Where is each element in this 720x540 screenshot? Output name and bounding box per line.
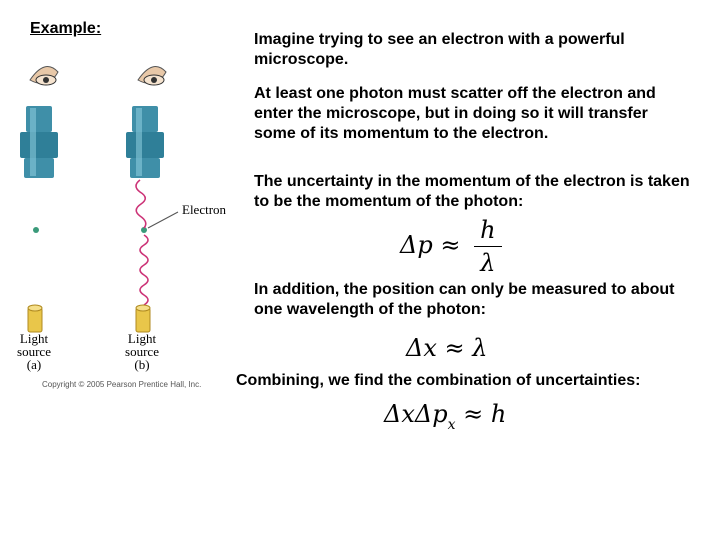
- uncertainty-equation-part-a: ΔxΔp: [384, 400, 448, 428]
- paragraph-5: Combining, we find the combination of uncertainties:: [236, 372, 641, 389]
- paragraph-2: At least one photon must scatter off the electron and enter the microscope, but in doing so it will transfer some of its momentum to the electron.: [254, 85, 656, 142]
- uncertainty-equation-part-b: ≈ h: [455, 400, 507, 428]
- light-source-a-tag: (a): [26, 357, 42, 372]
- eye-icon-b: [138, 67, 166, 85]
- light-source-a-line2: source: [17, 344, 51, 359]
- electron-label: Electron: [182, 202, 227, 217]
- photon-path-scattered: [136, 180, 146, 228]
- fraction-numerator: h: [474, 216, 501, 247]
- eye-icon-a: [30, 67, 58, 85]
- light-source-label-a: [8, 332, 60, 371]
- momentum-equation-lhs: Δp ≈: [400, 231, 461, 259]
- light-source-label-b: [116, 332, 168, 371]
- light-source-icon-a: [28, 305, 42, 332]
- electron-dot-a: [33, 227, 39, 233]
- photon-path-incoming: [140, 235, 148, 305]
- uncertainty-equation: [384, 400, 507, 433]
- position-equation: Δx ≈ λ: [406, 334, 488, 362]
- light-source-icon-b: [136, 305, 150, 332]
- paragraph-1: Imagine trying to see an electron with a powerful microscope.: [254, 31, 625, 68]
- light-source-b-tag: (b): [134, 357, 150, 372]
- momentum-equation: [400, 216, 502, 277]
- light-source-b-line2: source: [125, 344, 159, 359]
- electron-pointer: [148, 212, 178, 228]
- light-source-a-line1: Light: [19, 331, 49, 346]
- uncertainty-equation-subscript: x: [447, 417, 456, 433]
- light-source-b-line1: Light: [127, 331, 157, 346]
- fraction-denominator: λ: [480, 249, 496, 277]
- microscope-icon-a: [20, 106, 58, 178]
- paragraph-4: In addition, the position can only be measured to about one wavelength of the photon:: [254, 281, 675, 318]
- example-heading: Example:: [30, 20, 102, 37]
- momentum-fraction: [474, 216, 501, 277]
- paragraph-3: The uncertainty in the momentum of the electron is taken to be the momentum of the photon:: [254, 173, 690, 210]
- copyright-text: Copyright © 2005 Pearson Prentice Hall, Inc.: [42, 380, 202, 389]
- microscope-icon-b: [126, 106, 164, 178]
